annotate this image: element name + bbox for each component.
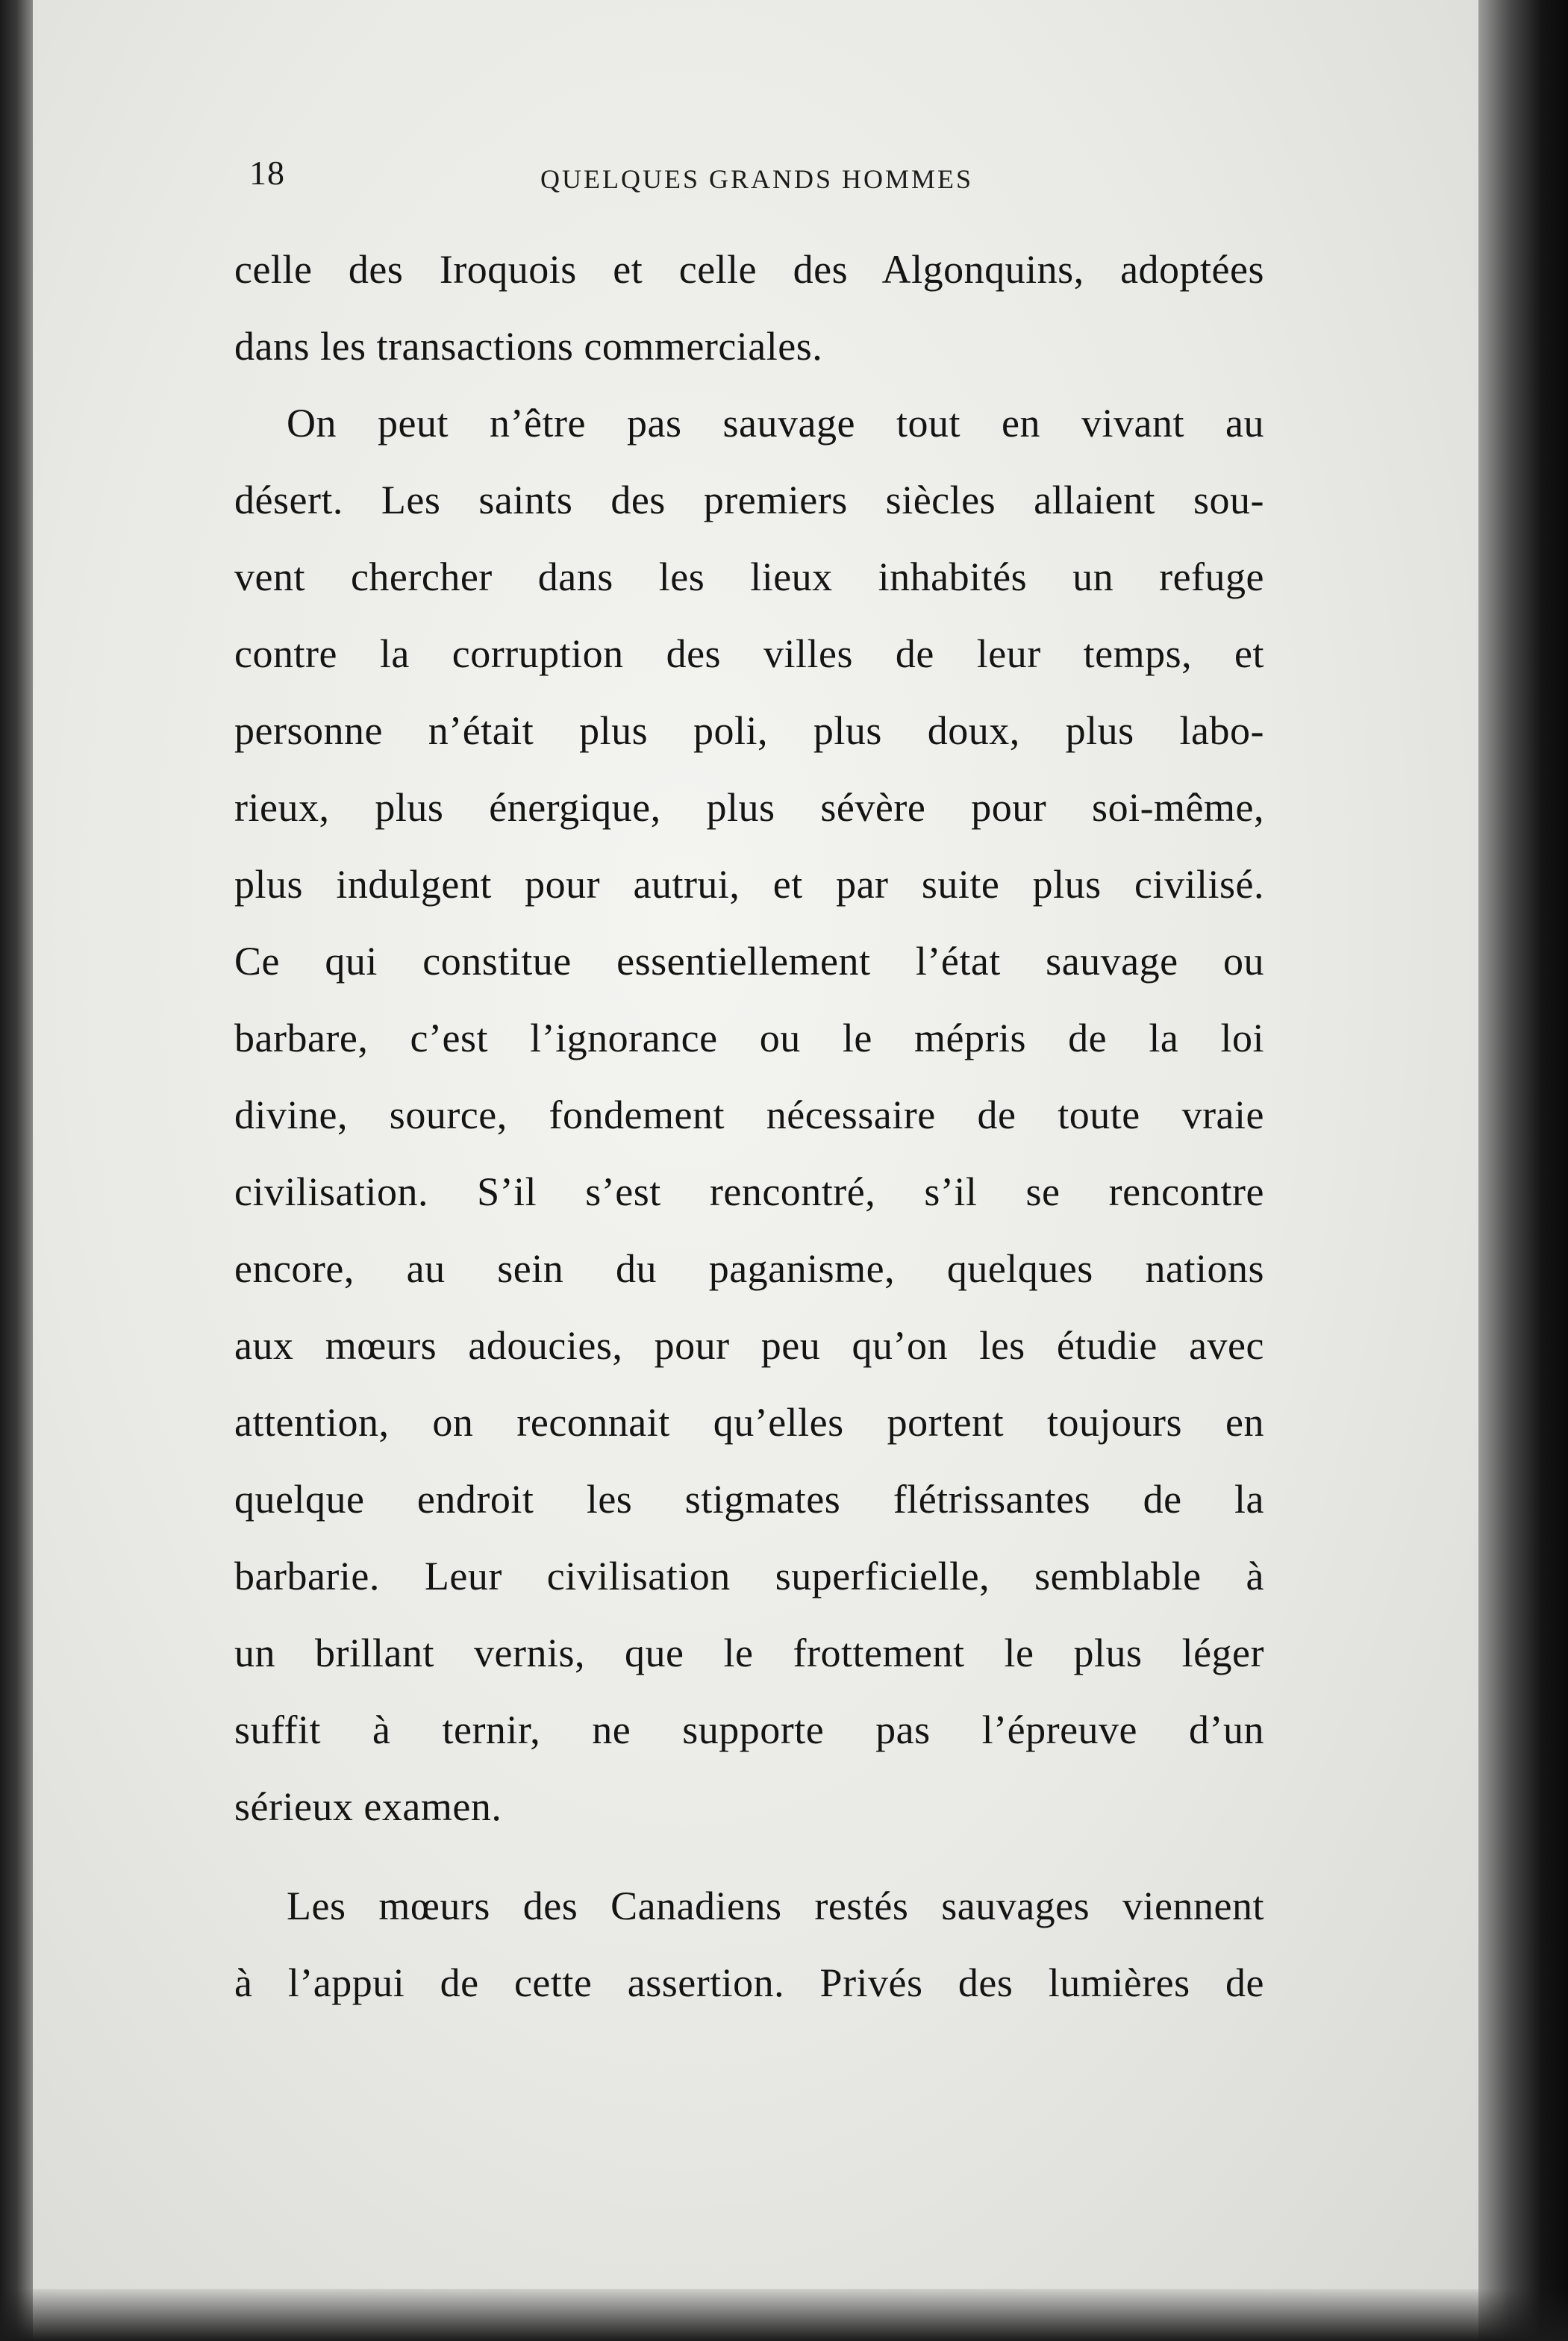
text-line: quelque endroit les stigmates flétrissantes de la [234,1477,1264,1522]
text-line: rieux, plus énergique, plus sévère pour soi-même, [234,785,1264,830]
text-line: barbare, c’est l’ignorance ou le mépris de la loi [234,1016,1264,1060]
paragraph [234,231,1264,385]
paragraph-gap [234,1845,1264,1868]
text-line: Les mœurs des Canadiens restés sauvages viennent [287,1884,1264,1928]
text-line: désert. Les saints des premiers siècles allaient sou- [234,478,1264,522]
text-line: dans les transactions commerciales. [234,324,823,369]
page-number: 18 [249,154,285,192]
text-line: divine, source, fondement nécessaire de toute vraie [234,1093,1264,1137]
running-head [249,153,1294,205]
text-line: sérieux examen. [234,1784,502,1829]
text-line: barbarie. Leur civilisation superficielle, semblable à [234,1554,1264,1598]
scan-edge-left [0,0,33,2341]
text-line: personne n’était plus poli, plus doux, plus labo- [234,708,1264,753]
text-line: à l’appui de cette assertion. Privés des lumières de [234,1960,1264,2005]
text-line: civilisation. S’il s’est rencontré, s’il se rencontre [234,1169,1264,1214]
text-line: celle des Iroquois et celle des Algonquins, adoptées [234,247,1264,292]
scan-edge-bottom [0,2289,1568,2341]
text-line: suffit à ternir, ne supporte pas l’épreuve d’un [234,1707,1264,1752]
book-page [33,0,1478,2289]
text-line: attention, on reconnait qu’elles portent toujours en [234,1400,1264,1445]
text-line: encore, au sein du paganisme, quelques nations [234,1246,1264,1291]
paragraph [234,385,1264,1845]
paragraph [234,1868,1264,2022]
text-line: Ce qui constitue essentiellement l’état sauvage ou [234,939,1264,984]
text-line: un brillant vernis, que le frottement le plus léger [234,1631,1264,1675]
text-line: vent chercher dans les lieux inhabités un refuge [234,554,1264,599]
text-line: contre la corruption des villes de leur temps, et [234,631,1264,676]
body-text [234,231,1264,2022]
running-title: QUELQUES GRANDS HOMMES [540,164,974,194]
text-line: plus indulgent pour autrui, et par suite plus civilisé. [234,862,1264,907]
text-line: On peut n’être pas sauvage tout en vivant au [287,401,1264,446]
scan-edge-right [1478,0,1568,2341]
text-line: aux mœurs adoucies, pour peu qu’on les étudie avec [234,1323,1264,1368]
